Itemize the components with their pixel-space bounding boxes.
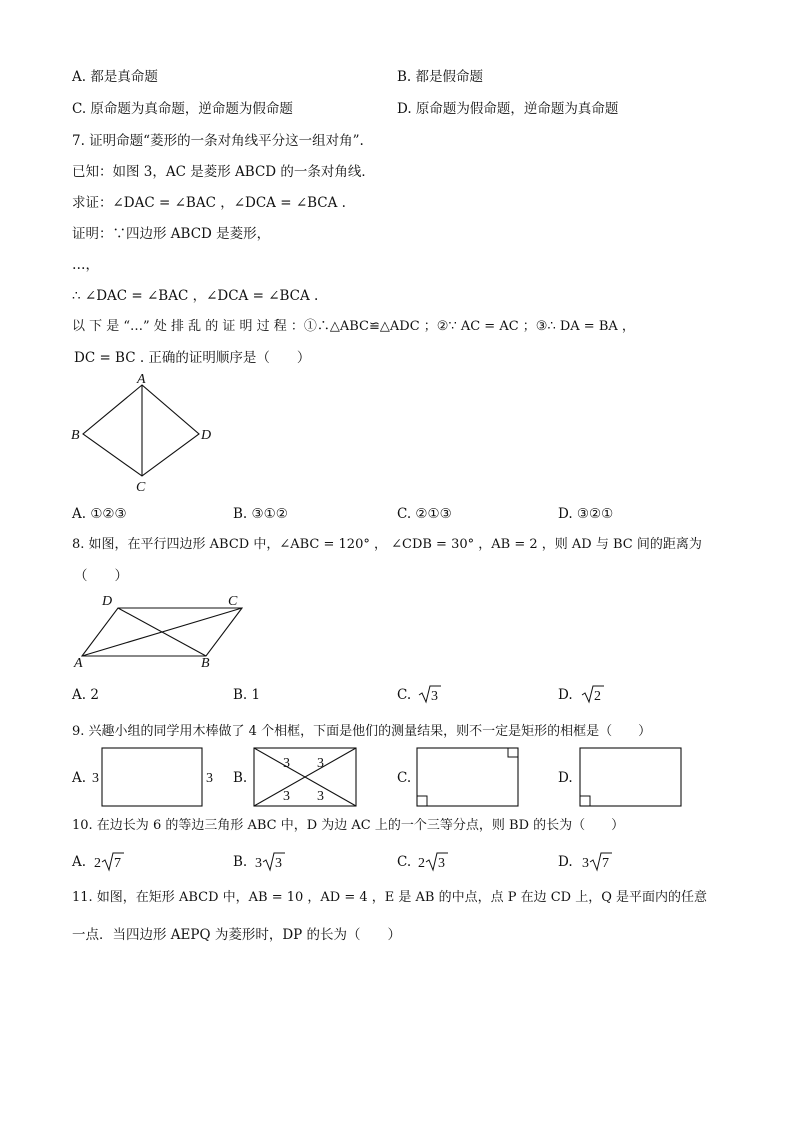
q10-option-a-label: A. xyxy=(72,854,87,870)
q8-option-c-value: 3 xyxy=(431,689,438,704)
q7-option-b: B. ③①② xyxy=(233,506,288,522)
q10-option-a-coef: 2 xyxy=(94,856,101,871)
q7-stem: 7. 证明命题“菱形的一条对角线平分这一组对角”. xyxy=(72,133,364,149)
label-a: A xyxy=(137,372,146,387)
label-c: C xyxy=(228,594,238,609)
q10-option-d-label: D. xyxy=(558,854,573,870)
q10-option-c-coef: 2 xyxy=(418,856,425,871)
q10-option-d-rad: 7 xyxy=(602,856,609,871)
label-c: C xyxy=(136,480,146,494)
q6-option-a: A. 都是真命题 xyxy=(72,69,158,85)
frame-a-left-side: 3 xyxy=(92,771,99,786)
frame-c-rectangle xyxy=(417,748,518,806)
q9-option-c-label: C. xyxy=(397,770,412,786)
q10-option-c-label: C. xyxy=(397,854,412,870)
q8-option-c-sqrt xyxy=(418,683,442,705)
q7-rhombus-figure xyxy=(60,372,230,494)
q7-proof-start: 证明：∵四边形 ABCD 是菱形， xyxy=(72,226,271,242)
q6-option-b: B. 都是假命题 xyxy=(397,69,484,85)
q10-option-d-expr xyxy=(580,849,614,873)
q10-option-b-expr xyxy=(253,849,287,873)
q10-option-b-coef: 3 xyxy=(255,856,262,871)
q10-option-a-rad: 7 xyxy=(114,856,121,871)
q6-option-d: D. 原命题为假命题，逆命题为真命题 xyxy=(397,101,619,117)
q10-option-c-expr xyxy=(416,849,450,873)
q9-frame-d xyxy=(577,745,685,811)
q8-option-d: D. xyxy=(558,687,573,703)
frame-b-segment-4: 3 xyxy=(317,789,324,804)
right-angle-mark-icon xyxy=(580,796,590,806)
frame-d-rectangle xyxy=(580,748,681,806)
q8-parallelogram-figure xyxy=(66,590,256,670)
label-b: B xyxy=(201,656,210,670)
q7-prove: 求证：∠DAC = ∠BAC ，∠DCA = ∠BCA . xyxy=(72,195,346,211)
frame-b-segment-1: 3 xyxy=(283,756,290,771)
q8-option-d-value: 2 xyxy=(594,689,601,704)
q8-option-b: B. 1 xyxy=(233,687,261,703)
q8-option-a: A. 2 xyxy=(72,687,99,703)
q9-frame-a xyxy=(88,745,222,811)
q10-option-b-label: B. xyxy=(233,854,248,870)
q11-line1: 11. 如图，在矩形 ABCD 中，AB = 10 ，AD = 4 ，E 是 AB 的中点，点 P 在边 CD 上，Q 是平面内的任意 xyxy=(72,890,708,905)
q11-line2: 一点．当四边形 AEPQ 为菱形时，DP 的长为（ ） xyxy=(72,927,402,943)
rhombus-abcd xyxy=(83,385,199,476)
q10-stem: 10. 在边长为 6 的等边三角形 ABC 中，D 为边 AC 上的一个三等分点，则 BD 的长为（ ） xyxy=(72,818,625,833)
label-d: D xyxy=(102,594,113,609)
right-angle-mark-icon xyxy=(508,748,518,757)
label-d: D xyxy=(201,428,212,443)
q10-option-c-rad: 3 xyxy=(438,856,445,871)
q7-option-c: C. ②①③ xyxy=(397,506,452,522)
q8-option-c: C. xyxy=(397,687,412,703)
q9-option-d-label: D. xyxy=(558,770,573,786)
q6-option-c: C. 原命题为真命题，逆命题为假命题 xyxy=(72,101,293,117)
q9-option-b-label: B. xyxy=(233,770,248,786)
q7-ellipsis: …， xyxy=(72,257,99,273)
q10-option-a-expr xyxy=(92,849,126,873)
q9-stem: 9. 兴趣小组的同学用木棒做了 4 个相框，下面是他们的测量结果，则不一定是矩形的相框是（ ） xyxy=(72,724,652,739)
q7-given: 已知：如图 3，AC 是菱形 ABCD 的一条对角线． xyxy=(72,164,375,180)
q7-conclusion: ∴ ∠DAC = ∠BAC ，∠DCA = ∠BCA . xyxy=(72,288,319,304)
q9-frame-b xyxy=(250,745,362,811)
q9-frame-c xyxy=(414,745,522,811)
q8-option-d-sqrt xyxy=(581,683,605,705)
q7-steps-line2: DC = BC . 正确的证明顺序是（ ） xyxy=(74,350,311,366)
q8-stem-line2: （ ） xyxy=(74,568,128,584)
label-b: B xyxy=(71,428,80,443)
q9-option-a-label: A. xyxy=(72,770,87,786)
q8-stem-line1: 8. 如图，在平行四边形 ABCD 中，∠ABC = 120° ， ∠CDB = 30° ，AB = 2 ，则 AD 与 BC 间的距离为 xyxy=(72,537,702,552)
q10-option-b-rad: 3 xyxy=(275,856,282,871)
q7-option-d: D. ③②① xyxy=(558,506,614,522)
label-a: A xyxy=(74,656,83,670)
frame-a-rectangle xyxy=(102,748,202,806)
q10-option-d-coef: 3 xyxy=(582,856,589,871)
frame-a-right-side: 3 xyxy=(206,771,213,786)
right-angle-mark-icon xyxy=(417,796,427,806)
frame-b-segment-3: 3 xyxy=(283,789,290,804)
frame-b-segment-2: 3 xyxy=(317,756,324,771)
q7-option-a: A. ①②③ xyxy=(72,506,127,522)
diagonal-bd xyxy=(118,608,206,656)
q7-steps-line1: 以 下 是 “…” 处 排 乱 的 证 明 过 程 ：①∴△ABC≌△ADC ；②∵ AC = AC ；③∴ DA = BA ， xyxy=(72,319,635,334)
